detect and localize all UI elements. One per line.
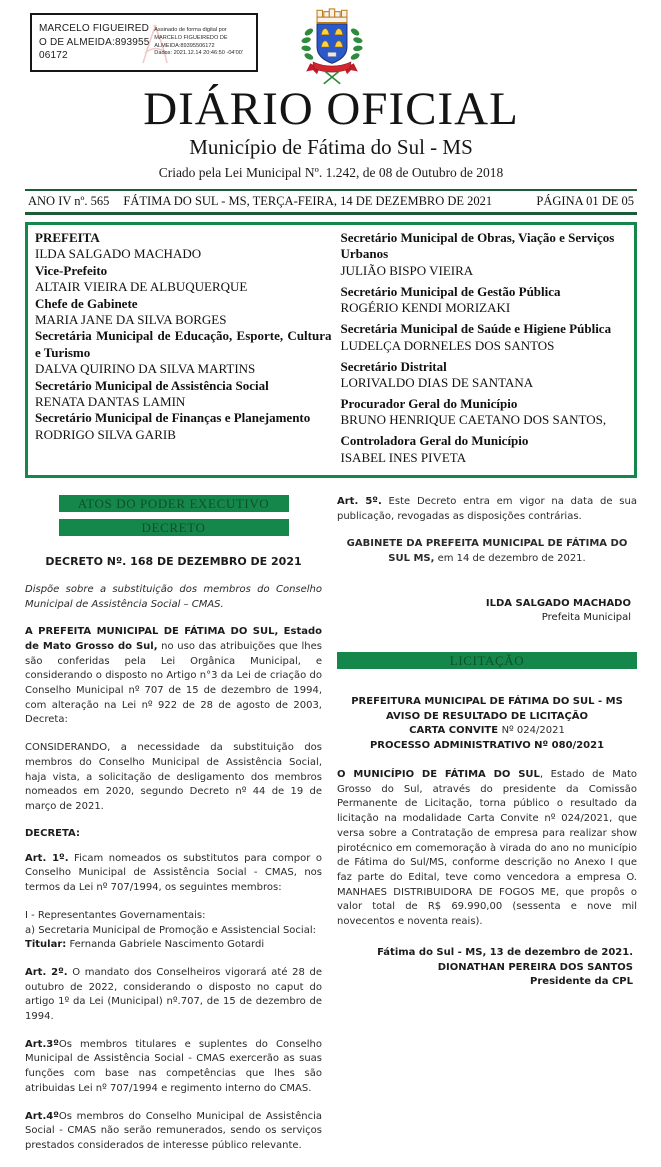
article-1-number: Art. 1º.	[25, 852, 69, 864]
official-name: ALTAIR VIEIRA DE ALBUQUERQUE	[35, 279, 248, 295]
signature-name: MARCELO FIGUEIREDO DE ALMEIDA:89395506172	[39, 23, 150, 62]
official-name: ISABEL INES PIVETA	[340, 449, 467, 465]
official-name: ROGÉRIO KENDI MORIZAKI	[340, 300, 511, 316]
carta-convite-number: Nº 024/2021	[501, 725, 565, 737]
official-name: LUDELÇA DORNELES DOS SANTOS	[340, 337, 555, 353]
official-name: ILDA SALGADO MACHADO	[35, 246, 202, 262]
gazette-subtitle: Município de Fátima do Sul - MS	[189, 135, 473, 159]
licitacao-heading-line1: PREFEITURA MUNICIPAL DE FÁTIMA DO SUL - MS	[351, 696, 623, 708]
gazette-created-line: Criado pela Lei Municipal Nº. 1.242, de 08 de Outubro de 2018	[158, 165, 504, 180]
licitacao-signature-block	[337, 946, 637, 990]
decree-title: DECRETO Nº. 168 DE DEZEMBRO DE 2021	[45, 554, 302, 568]
decree-summary: Dispõe sobre a substituição dos membros do Conselho Municipal de Assistência Social – CMAS.	[25, 583, 322, 610]
article-2-text: O mandato dos Conselheiros vigorará até 28 de outubro de 2022, considerando o disposto no caput do artigo 1º da Lei (Municipal) nº.707, de 15 de dezembro de 1994.	[25, 966, 322, 1023]
decree-article-1	[25, 852, 322, 896]
official-role: Secretário Municipal de Obras, Viação e Serviços Urbanos	[340, 230, 615, 262]
official-name: MARIA JANE DA SILVA BORGES	[35, 312, 227, 328]
titular-name: Fernanda Gabriele Nascimento Gotardi	[66, 939, 265, 951]
official-role: Controladora Geral do Município	[340, 433, 529, 449]
article-4-number: Art.4º	[25, 1110, 59, 1122]
decree-titular-line	[25, 938, 322, 953]
article-3-number: Art.3º	[25, 1038, 59, 1050]
decree-article-2	[25, 966, 322, 1025]
page-header	[25, 0, 637, 183]
decree-preamble-bold: A PREFEITA MUNICIPAL DE FÁTIMA DO SUL, Estado de Mato Grosso do Sul,	[25, 626, 322, 652]
signer-name: ILDA SALGADO MACHADO	[485, 597, 631, 609]
decree-article-5	[337, 495, 637, 524]
article-5-number: Art. 5º.	[337, 495, 382, 507]
carta-convite-label: CARTA CONVITE	[409, 725, 502, 737]
licitacao-heading	[337, 695, 637, 753]
gazette-title: DIÁRIO OFICIAL	[143, 83, 519, 135]
licitacao-body	[337, 768, 637, 930]
officials-box	[25, 222, 637, 478]
official-name: BRUNO HENRIQUE CAETANO DOS SANTOS,	[340, 412, 607, 428]
licitacao-body-text: , Estado de Mato Grosso do Sul, através do presidente da Comissão Permanente de Licitação, torna público o resultado da licitação na modalidade Carta Convite nº 024/2021, que versa sobre a Contratação de empresa para realizar show pirotécnico em comemoração à virada do ano no município de Fátima do Sul/MS, conforme descrição no Anexo I que faz parte do Edital, teve como vencedora a empresa O. MANHAES DISTRIBUIDORA DE FOGOS ME, que propôs o valor total de R$ 69.990,00 (sessenta e nove mil novecentos e noventa reais).	[337, 769, 637, 928]
licitacao-heading-line3	[337, 724, 637, 739]
licitacao-date-line: Fátima do Sul - MS, 13 de dezembro de 2021.	[377, 946, 633, 958]
official-role: Procurador Geral do Município	[340, 396, 518, 412]
gabinete-date: em 14 de dezembro de 2021.	[434, 552, 586, 564]
article-4-text: Os membros do Conselho Municipal de Assistência Social - CMAS não serão remunerados, sendo os serviços prestados considerados de interesse público relevante.	[25, 1110, 322, 1151]
official-role: Secretária Municipal de Saúde e Higiene Pública	[340, 321, 612, 337]
licitacao-signer-name: DIONATHAN PEREIRA DOS SANTOS	[437, 961, 633, 973]
officials-right-column	[332, 230, 629, 471]
official-name: DALVA QUIRINO DA SILVA MARTINS	[35, 361, 256, 377]
official-name: RODRIGO SILVA GARIB	[35, 426, 176, 442]
issue-info-bar	[25, 189, 637, 215]
article-5-text: Este Decreto entra em vigor na data de sua publicação, revogadas as disposições contrárias.	[337, 495, 637, 522]
section-banner-atos: ATOS DO PODER EXECUTIVO	[59, 495, 289, 512]
licitacao-signer-role: Presidente da CPL	[530, 976, 633, 988]
decree-preamble-text: no uso das atribuições que lhes são conferidas pela Lei Orgânica Municipal, e considerando o disposto no Artigo n°3 da Lei de criação do Conselho Municipal nº 707 de 15 de dezembro de 1994, com alteração na Lei nº 922 de 28 de agosto de 2003, Decreta:	[25, 640, 322, 726]
official-role: Vice-Prefeito	[35, 262, 108, 278]
article-2-number: Art. 2º.	[25, 966, 68, 978]
official-role: Secretário Municipal de Gestão Pública	[340, 283, 561, 299]
signature-details: Assinado de forma digital por MARCELO FIGUEIREDO DE ALMEIDA:89395506172 Dados: 2021.12.14 20:46:50 -04'00'	[154, 27, 243, 57]
official-name: JULIÃO BISPO VIEIRA	[340, 262, 474, 278]
official-role: PREFEITA	[35, 230, 100, 245]
coat-of-arms-icon	[298, 6, 366, 88]
article-1-text: Ficam nomeados os substitutos para compor o Conselho Municipal de Assistência Social - CMAS, nos termos da Lei nº 707/1994, os seguintes membros:	[25, 852, 322, 894]
licitacao-heading-line4: PROCESSO ADMINISTRATIVO Nº 080/2021	[369, 739, 605, 751]
decree-paragraph-preamble	[25, 625, 322, 728]
official-name: RENATA DANTAS LAMIN	[35, 394, 186, 410]
digital-signature-box	[30, 13, 258, 72]
decree-representatives-line1: I - Representantes Governamentais:	[25, 909, 206, 921]
officials-left-column	[35, 230, 332, 471]
official-role: Secretário Municipal de Assistência Social	[35, 377, 269, 393]
decree-column	[25, 495, 322, 1167]
licitacao-heading-line2: AVISO DE RESULTADO DE LICITAÇÃO	[385, 710, 589, 722]
issue-year-number: ANO IV nº. 565	[28, 194, 110, 208]
section-banner-decreto: DECRETO	[59, 519, 289, 536]
signer-role: Prefeita Municipal	[541, 612, 631, 624]
decree-paragraph-considerando: CONSIDERANDO, a necessidade da substituição dos membros do Conselho Municipal de Assistência Social, haja vista, a solicitação de desligamento dos membros nomeados em 2020, segundo Decreto nº 44 de 19 de março de 2021.	[25, 742, 322, 812]
official-role: Secretário Municipal de Finanças e Planejamento	[35, 410, 311, 426]
section-banner-licitacao: LICITAÇÃO	[337, 652, 637, 669]
decree-article-3	[25, 1038, 322, 1097]
official-role: Chefe de Gabinete	[35, 295, 138, 311]
titular-label: Titular:	[25, 939, 67, 951]
licitacao-column	[337, 495, 637, 1167]
decree-gabinete-line	[337, 537, 637, 566]
article-3-text: Os membros titulares e suplentes do Conselho Municipal de Assistência Social - CMAS exercerão as suas funções com base nas competências que lhes são atribuidas Lei nº 707/1994 e regimento interno do CMAS.	[25, 1038, 322, 1094]
decree-signature-block	[337, 597, 637, 626]
decree-representatives-line2: a) Secretaria Municipal de Promoção e Assistencial Social:	[25, 924, 316, 936]
decree-decreta-label: DECRETA:	[25, 827, 80, 839]
gabinete-bold: GABINETE DA PREFEITA MUNICIPAL DE FÁTIMA DO SUL MS,	[346, 538, 628, 564]
official-role: Secretária Municipal de Educação, Esporte, Cultura e Turismo	[35, 328, 332, 360]
official-name: LORIVALDO DIAS DE SANTANA	[340, 375, 534, 391]
decree-article-4	[25, 1110, 322, 1154]
issue-edition-date: FÁTIMA DO SUL - MS, TERÇA-FEIRA, 14 DE DEZEMBRO DE 2021	[123, 194, 493, 208]
official-role: Secretário Distrital	[340, 358, 447, 374]
issue-page-indicator: PÁGINA 01 DE 05	[536, 194, 634, 208]
licitacao-body-bold: O MUNICÍPIO DE FÁTIMA DO SUL	[337, 769, 540, 781]
